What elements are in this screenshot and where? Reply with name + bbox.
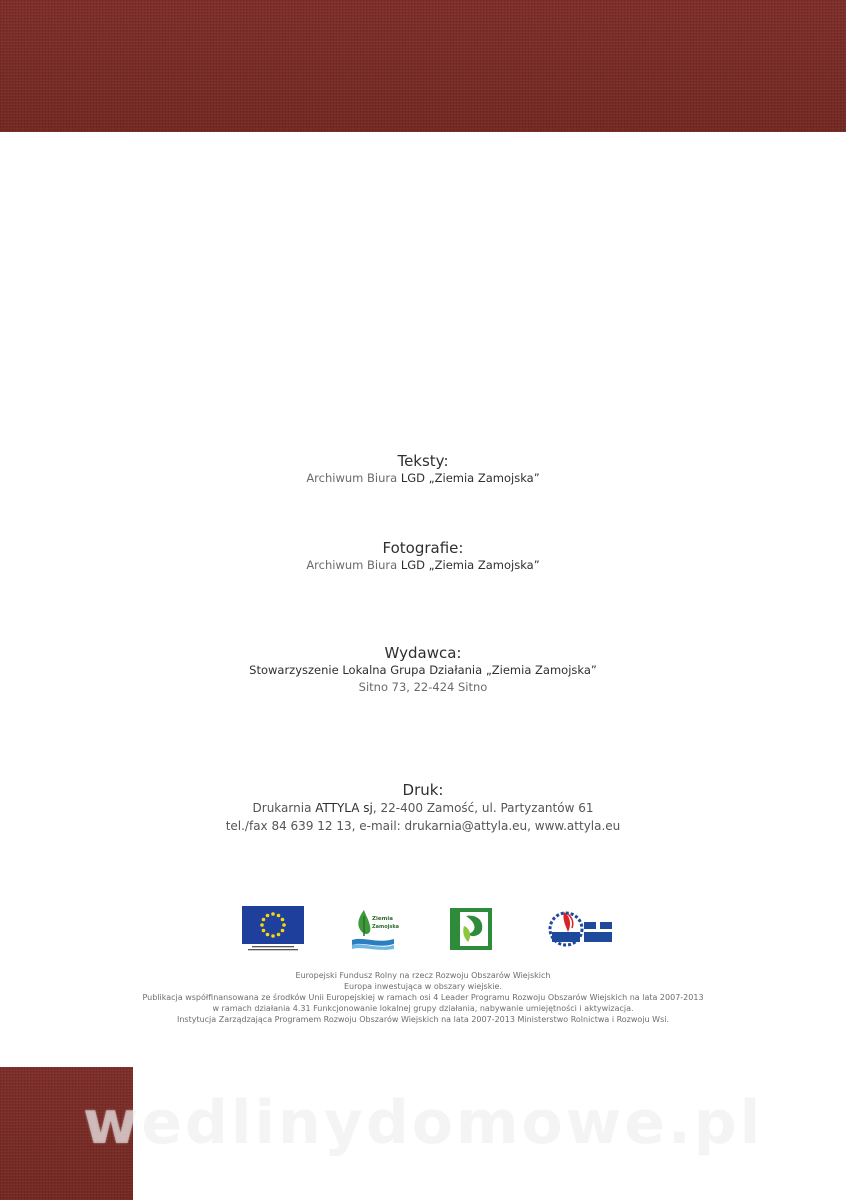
texts-prefix: Archiwum Biura (306, 471, 401, 485)
eu-flag-logo (242, 906, 304, 952)
photos-credit (0, 539, 846, 574)
lgd-logo-icon (350, 906, 400, 952)
publisher-address: Sitno 73, 22-424 Sitno (358, 680, 488, 694)
eu-flag-icon (242, 906, 304, 952)
print-credit (0, 781, 846, 835)
print-prefix: Drukarnia (252, 801, 316, 815)
publisher-credit (0, 644, 846, 696)
sponsor-logos (0, 906, 846, 952)
publisher-heading: Wydawca: (384, 644, 462, 662)
texts-heading: Teksty: (397, 452, 449, 470)
leader-logo (450, 906, 492, 952)
texts-credit (0, 452, 846, 487)
print-heading: Druk: (402, 781, 444, 799)
lgd-logo-text-1: Ziemia (372, 916, 393, 922)
watermark-text: wedlinydomowe.pl (82, 1088, 764, 1158)
texts-credit-line (0, 470, 846, 487)
footnote-line-5: Instytucja Zarządzająca Programem Rozwoju Obszarów Wiejskich na lata 2007-2013 Ministerstwo Rolnictwa i Rozwoju Wsi. (176, 1015, 669, 1024)
photos-prefix: Archiwum Biura (306, 558, 401, 572)
print-line-2: tel./fax 84 639 12 13, e-mail: drukarnia@attyla.eu, www.attyla.eu (225, 819, 621, 833)
print-company: ATTYLA sj (315, 801, 373, 815)
print-line-1 (0, 799, 846, 817)
footnote-line-3: Publikacja współfinansowana ze środków Unii Europejskiej w ramach osi 4 Leader Programu Rozwoju Obszarów Wiejskich na lata 2007-2013 (142, 993, 704, 1002)
footnote-line-4: w ramach działania 4.31 Funkcjonowanie lokalnej grupy działania, nabywanie umiejętności i aktywizacja. (212, 1004, 634, 1013)
texts-org: LGD „Ziemia Zamojska” (400, 471, 540, 485)
photos-credit-line (0, 557, 846, 574)
top-decorative-band (0, 0, 846, 132)
publisher-name: Stowarzyszenie Lokalna Grupa Działania „Ziemia Zamojska” (249, 663, 597, 677)
leader-logo-icon (450, 906, 492, 952)
footnote-line-1: Europejski Fundusz Rolny na rzecz Rozwoju Obszarów Wiejskich (295, 971, 551, 980)
photos-org: LGD „Ziemia Zamojska” (400, 558, 540, 572)
funding-footnote (0, 970, 846, 1025)
photos-heading: Fotografie: (382, 539, 464, 557)
prow-logo (546, 906, 614, 952)
lgd-ziemia-zamojska-logo (350, 906, 400, 952)
footnote-line-2: Europa inwestująca w obszary wiejskie. (343, 982, 503, 991)
lgd-logo-text-2: Zamojska (372, 924, 400, 930)
prow-logo-icon (546, 906, 614, 952)
print-address: , 22-400 Zamość, ul. Partyzantów 61 (372, 801, 594, 815)
